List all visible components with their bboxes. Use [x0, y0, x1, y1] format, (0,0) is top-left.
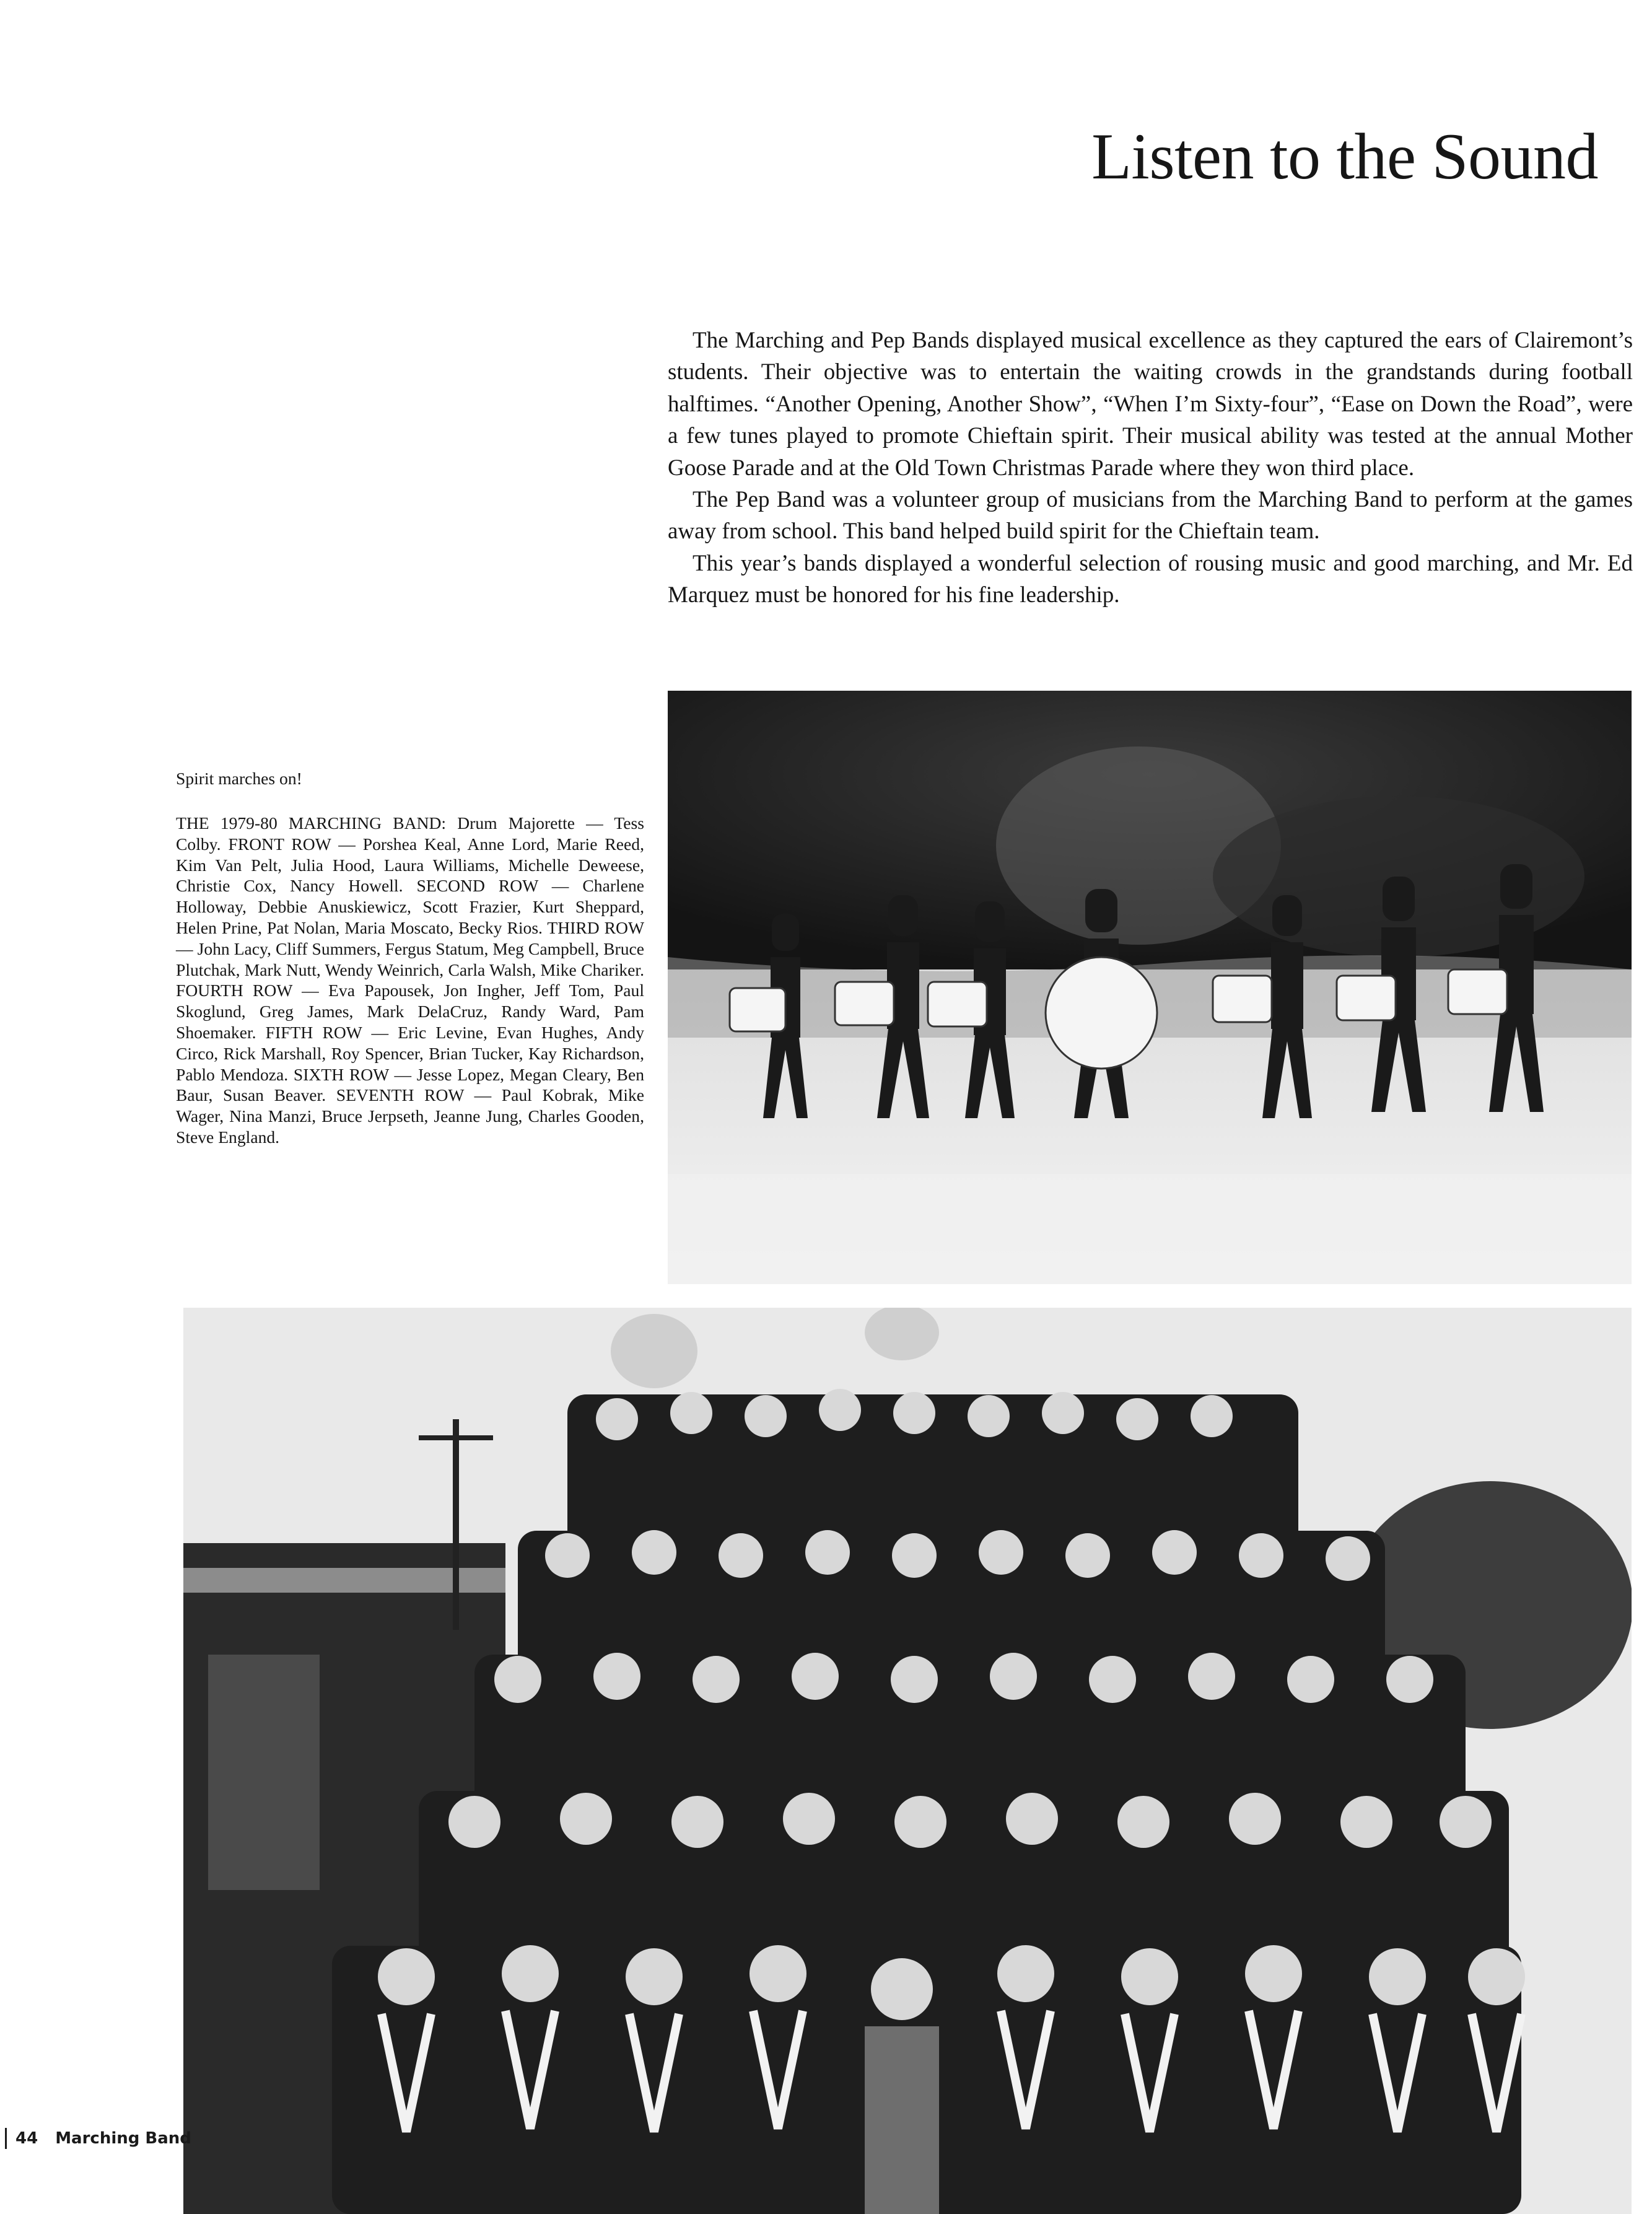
page-folio — [0, 2126, 191, 2151]
page-title: Listen to the Sound — [1091, 120, 1598, 193]
page-number: 44 — [15, 2129, 38, 2148]
article-paragraph-3: This year’s bands displayed a wonderful selection of rousing music and good marching, and Mr. Ed Marquez must be honored for his fine leadership. — [668, 550, 1633, 608]
photo-caption-roster: THE 1979-80 MARCHING BAND: Drum Majorette — Tess Colby. FRONT ROW — Porshea Keal, Anne Lord, Marie Reed, Kim Van Pelt, Julia Hood, Laura Williams, Michelle Deweese, Christie Cox, Nancy Howell. SECOND ROW — Charlene Holloway, Debbie Anuskiewicz, Scott Frazier, Kurt Sheppard, Helen Prine, Pat Nolan, Maria Moscato, Becky Rios. THIRD ROW — John Lacy, Cliff Summers, Fergus Statum, Meg Campbell, Bruce Plutchak, Mark Nutt, Wendy Weinrich, Carla Walsh, Mike Chariker. FOURTH ROW — Eva Papousek, Jon Ingher, Jeff Tom, Paul Skoglund, Greg James, Mark DelaCruz, Randy Ward, Pam Shoemaker. FIFTH ROW — Eric Levine, Evan Hughes, Andy Circo, Rick Marshall, Roy Spencer, Brian Tucker, Kay Richardson, Pablo Mendoza. SIXTH ROW — Jesse Lopez, Megan Cleary, Ben Baur, Susan Beaver. SEVENTH ROW — Paul Kobrak, Mike Wager, Nina Manzi, Bruce Jerpseth, Jeanne Jung, Charles Gooden, Steve England. — [176, 813, 644, 1147]
section-name: Marching Band — [55, 2129, 191, 2148]
photo-caption-spirit: Spirit marches on! — [176, 769, 302, 788]
folio-rule — [5, 2128, 7, 2149]
article-paragraph-1: The Marching and Pep Bands displayed musical excellence as they captured the ears of Clairemont’s students. Their objective was to entertain the waiting crowds in the grandstands during football halftimes. “Another Opening, Another Show”, “When I’m Sixty-four”, “Ease on Down the Road”, were a few tunes played to promote Chieftain spirit. Their musical ability was tested at the annual Mother Goose Parade and at the Old Town Christmas Parade where they won third place. — [668, 328, 1633, 481]
marching-band-photo — [668, 691, 1632, 1284]
article-paragraph-2: The Pep Band was a volunteer group of musicians from the Marching Band to perform at the games away from school. This band helped build spirit for the Chieftain team. — [668, 487, 1633, 545]
article-body — [668, 325, 1633, 611]
band-group-photo — [183, 1308, 1632, 2214]
